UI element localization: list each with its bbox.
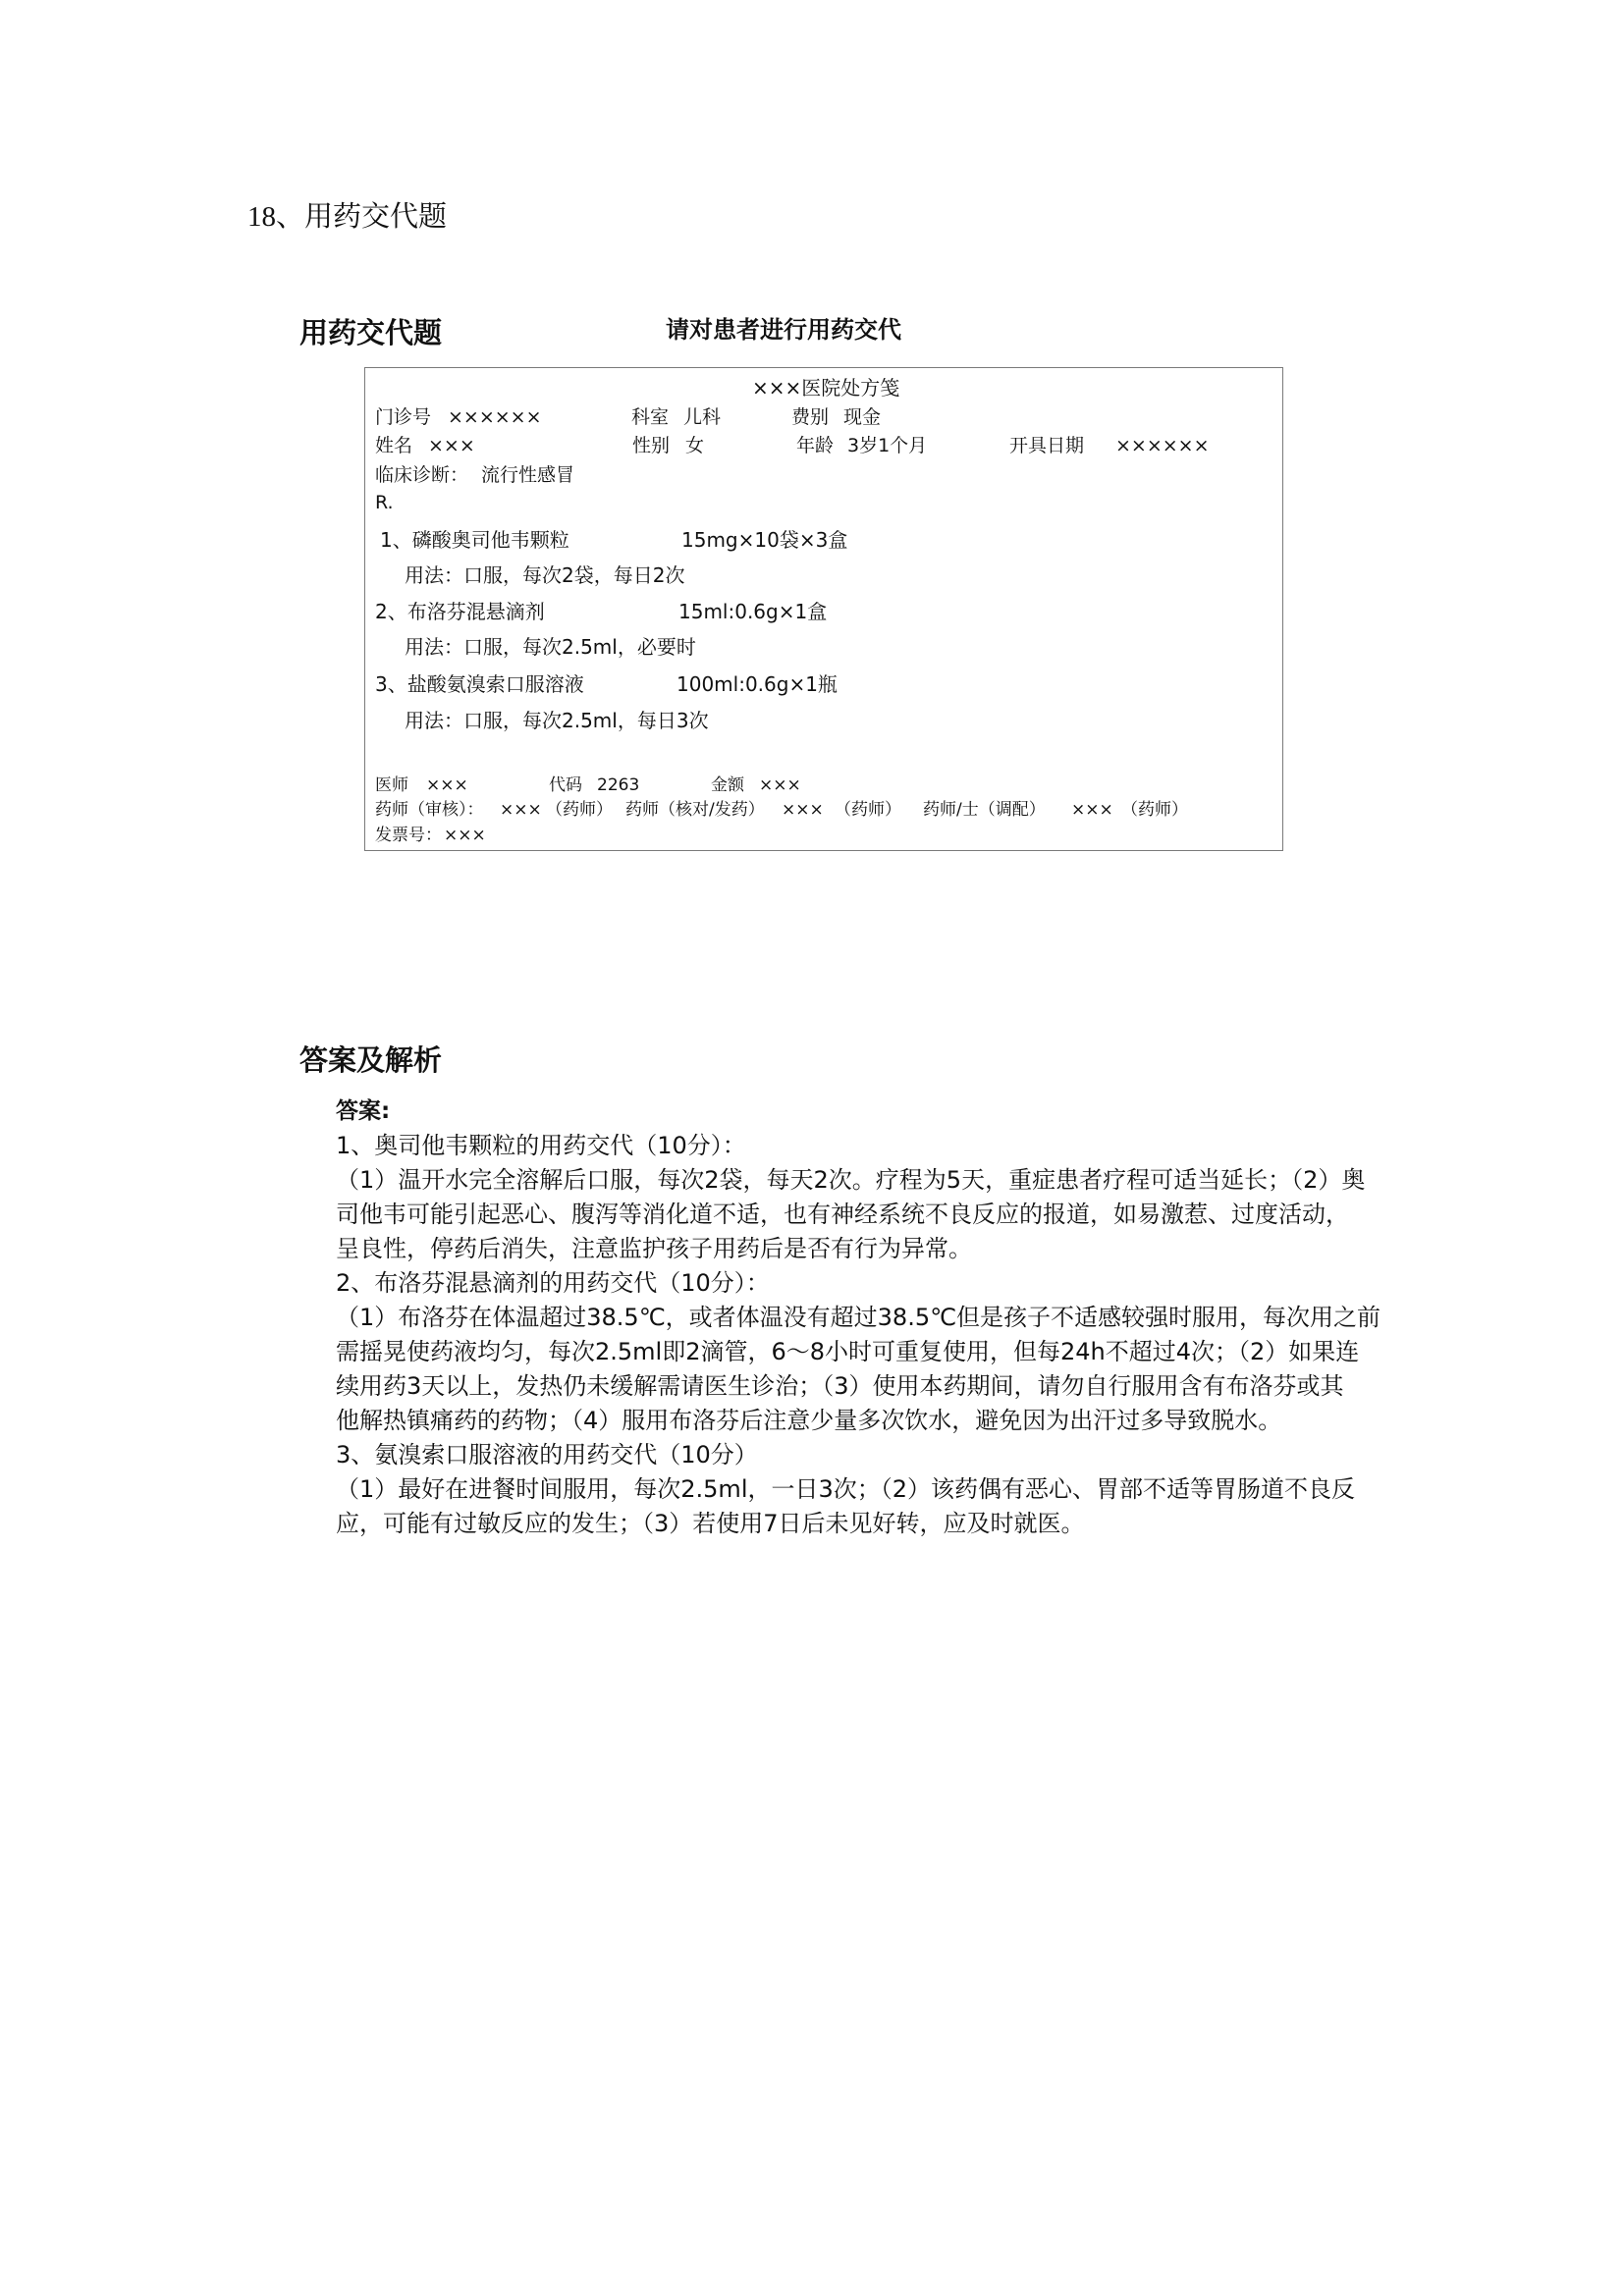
answer-line: 司他韦可能引起恶心、腹泻等消化道不适，也有神经系统不良反应的报道，如易激惹、过度活动， [336,1201,1349,1228]
amount-value: ××× [759,775,801,795]
gender-label: 性别 [632,435,671,456]
fee-type-value: 现金 [843,406,882,428]
pharmacist-value: ××× [500,800,542,820]
answer-line: （1）布洛芬在体温超过38.5℃，或者体温没有超过38.5℃但是孩子不适感较强时服用，每次用之前 [336,1304,1381,1331]
drug-spec: 15ml:0.6g×1盒 [678,600,828,623]
answer-body [336,1095,1380,1541]
pharmacist-role: （药师） [1121,800,1188,820]
pharmacist-role: （药师） [546,800,613,820]
doctor-label: 医师 [375,775,408,795]
answer-label: 答案: [336,1098,391,1124]
prescription-title: ×××医院处方笺 [752,376,900,400]
drug-name: 3、盐酸氨溴索口服溶液 [375,672,584,696]
answer-line: 需摇晃使药液均匀，每次2.5ml即2滴管，6～8小时可重复使用，但每24h不超过4次；（2）如果连 [336,1338,1360,1365]
answer-heading: 答案及解析 [299,1043,443,1077]
answer-line: （1）最好在进餐时间服用，每次2.5ml，一日3次；（2）该药偶有恶心、胃部不适等胃肠道不良反 [336,1475,1356,1503]
pharmacist-label: 药师（核对/发药） [625,800,765,820]
drug-name: 1、磷酸奥司他韦颗粒 [380,528,569,552]
pharmacist-label: 药师（审核）： [375,800,484,820]
drug-spec: 100ml:0.6g×1瓶 [677,672,838,696]
outpatient-no-value: ×××××× [448,406,542,428]
answer-section-title: 1、奥司他韦颗粒的用药交代（10分）： [336,1132,746,1159]
age-value: 3岁1个月 [847,435,928,456]
drug-usage: 用法：口服，每次2.5ml，必要时 [405,635,696,659]
answer-line: 续用药3天以上，发热仍未缓解需请医生诊治；（3）使用本药期间，请勿自行服用含有布洛芬或其 [336,1372,1344,1400]
patient-name-value: ××× [428,435,475,456]
drug-name: 2、布洛芬混悬滴剂 [375,600,545,623]
fee-type-label: 费别 [791,406,830,428]
issue-date-label: 开具日期 [1009,435,1085,456]
answer-line: （1）温开水完全溶解后口服，每次2袋，每天2次。疗程为5天，重症患者疗程可适当延长；（2）奥 [336,1166,1366,1194]
answer-line: 应，可能有过敏反应的发生；（3）若使用7日后未见好转，应及时就医。 [336,1510,1085,1537]
gender-value: 女 [685,435,705,456]
drug-usage: 用法：口服，每次2袋，每日2次 [405,563,685,587]
answer-line: 他解热镇痛药的药物；（4）服用布洛芬后注意少量多次饮水，避免因为出汗过多导致脱水。 [336,1407,1282,1434]
code-value: 2263 [597,775,640,795]
invoice-no-label: 发票号： [375,826,442,845]
patient-name-label: 姓名 [375,435,413,456]
drug-usage: 用法：口服，每次2.5ml，每日3次 [405,709,709,732]
task-heading: 用药交代题 [299,316,443,349]
pharmacist-role: （药师） [835,800,901,820]
question-title: 18、用药交代题 [247,201,448,233]
doctor-value: ××× [426,775,468,795]
pharmacist-value: ××× [782,800,824,820]
task-instruction: 请对患者进行用药交代 [666,316,901,344]
rx-symbol: R. [375,492,394,513]
pharmacist-label: 药师/士（调配） [923,800,1046,820]
drug-spec: 15mg×10袋×3盒 [681,528,848,552]
diagnosis-label: 临床诊断： [375,464,469,486]
diagnosis-value: 流行性感冒 [481,464,575,486]
department-label: 科室 [631,406,670,428]
pharmacist-value: ××× [1071,800,1113,820]
outpatient-no-label: 门诊号 [375,406,432,428]
prescription-box [364,367,1283,851]
age-label: 年龄 [796,435,835,456]
department-value: 儿科 [683,406,722,428]
answer-section-title: 2、布洛芬混悬滴剂的用药交代（10分）： [336,1269,770,1297]
code-label: 代码 [549,775,582,795]
answer-line: 呈良性，停药后消失，注意监护孩子用药后是否有行为异常。 [336,1235,972,1262]
issue-date-value: ×××××× [1115,435,1210,456]
invoice-no-value: ××× [444,826,486,845]
answer-section-title: 3、氨溴索口服溶液的用药交代（10分） [336,1441,758,1468]
amount-label: 金额 [711,775,744,795]
